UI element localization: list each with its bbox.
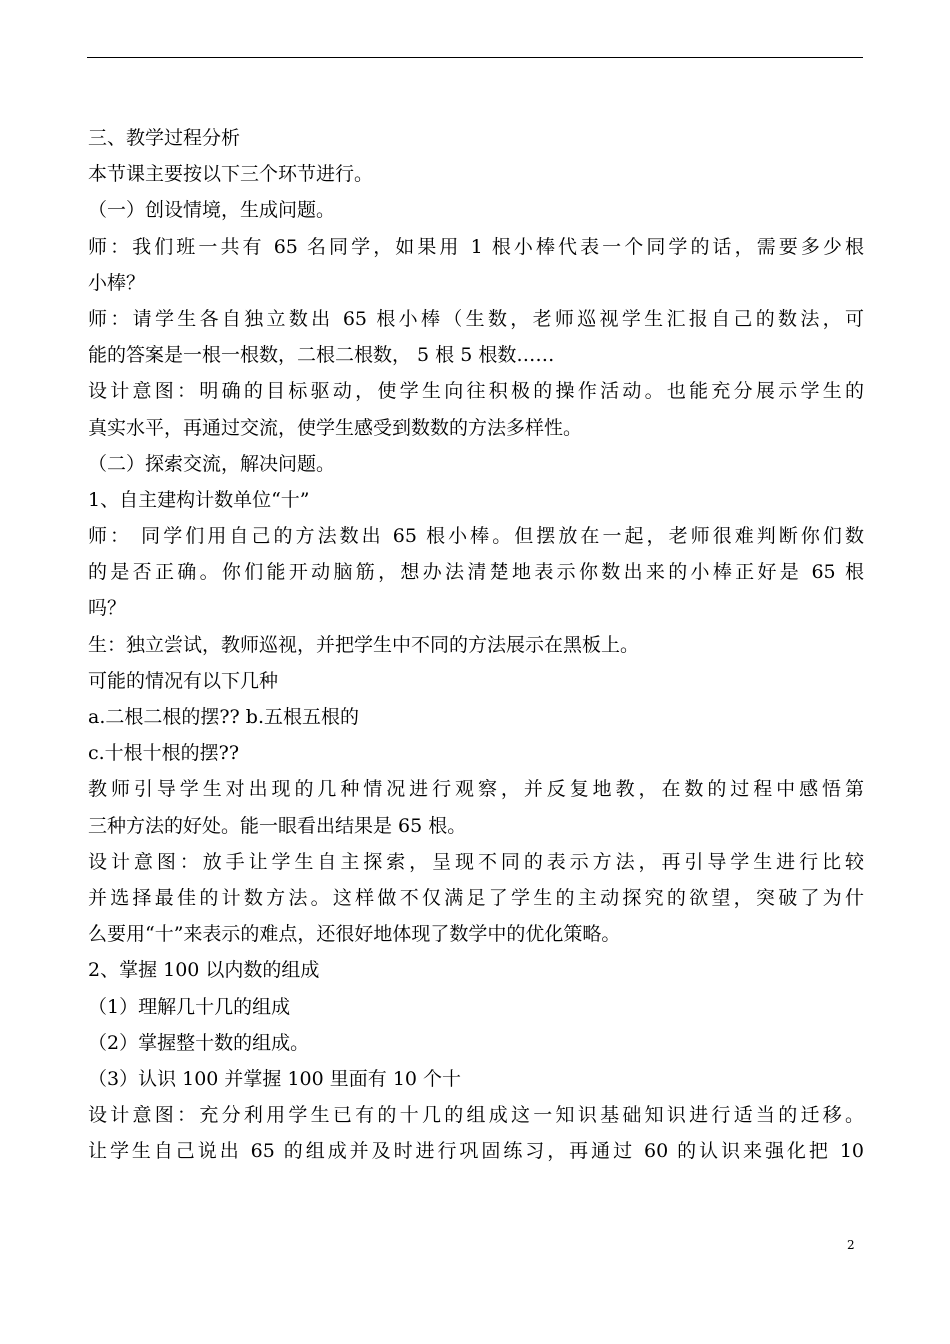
- subsection-heading: （二）探索交流，解决问题。: [88, 452, 336, 475]
- paragraph-line: 的是否正确。你们能开动脑筋，想办法清楚地表示你数出来的小棒正好是 65 根: [88, 561, 864, 584]
- paragraph-line: 小棒？: [88, 271, 146, 294]
- paragraph-line: 本节课主要按以下三个环节进行。: [88, 163, 374, 186]
- list-item: （1）理解几十几的组成: [88, 995, 291, 1018]
- paragraph-line: 吗？: [88, 597, 127, 620]
- paragraph-line: 生：独立尝试，教师巡视，并把学生中不同的方法展示在黑板上。: [88, 633, 640, 656]
- page-number: 2: [847, 1238, 855, 1252]
- document-body: [88, 120, 864, 1169]
- paragraph-line: 师：我们班一共有 65 名同学，如果用 1 根小棒代表一个同学的话，需要多少根: [88, 235, 864, 258]
- list-item: a.二根二根的摆?? b.五根五根的: [88, 706, 359, 728]
- paragraph-line: 真实水平，再通过交流，使学生感受到数数的方法多样性。: [88, 416, 583, 439]
- item-heading: 1、自主建构计数单位“十”: [88, 488, 310, 511]
- paragraph-line: 教师引导学生对出现的几种情况进行观察，并反复地教，在数的过程中感悟第: [88, 778, 864, 801]
- paragraph-line: 三种方法的好处。能一眼看出结果是 65 根。: [88, 814, 467, 837]
- paragraph-line: 让学生自己说出 65 的组成并及时进行巩固练习，再通过 60 的认识来强化把 10: [88, 1140, 864, 1163]
- list-item: （3）认识 100 并掌握 100 里面有 10 个十: [88, 1067, 462, 1090]
- paragraph-line: 并选择最佳的计数方法。这样做不仅满足了学生的主动探究的欲望，突破了为什: [88, 886, 864, 909]
- paragraph-line: 能的答案是一根一根数，二根二根数， 5 根 5 根数……: [88, 344, 555, 367]
- list-item: （2）掌握整十数的组成。: [88, 1031, 310, 1054]
- header-rule: [87, 57, 863, 58]
- paragraph-line: 设计意图：明确的目标驱动，使学生向往积极的操作活动。也能充分展示学生的: [88, 380, 864, 403]
- subsection-heading: （一）创设情境，生成问题。: [88, 199, 336, 222]
- paragraph-line: 师： 同学们用自己的方法数出 65 根小棒。但摆放在一起，老师很难判断你们数: [88, 525, 864, 548]
- paragraph-line: 设计意图：充分利用学生已有的十几的组成这一知识基础知识进行适当的迁移。: [88, 1104, 864, 1127]
- section-heading: 三、教学过程分析: [88, 127, 241, 149]
- paragraph-line: 设计意图：放手让学生自主探索，呈现不同的表示方法，再引导学生进行比较: [88, 850, 864, 873]
- paragraph-line: 师：请学生各自独立数出 65 根小棒（生数，老师巡视学生汇报自己的数法，可: [88, 307, 864, 330]
- list-item: c.十根十根的摆??: [88, 742, 240, 765]
- paragraph-line: 么要用“十”来表示的难点，还很好地体现了数学中的优化策略。: [88, 923, 621, 946]
- item-heading: 2、掌握 100 以内数的组成: [88, 959, 320, 982]
- paragraph-line: 可能的情况有以下几种: [88, 669, 279, 692]
